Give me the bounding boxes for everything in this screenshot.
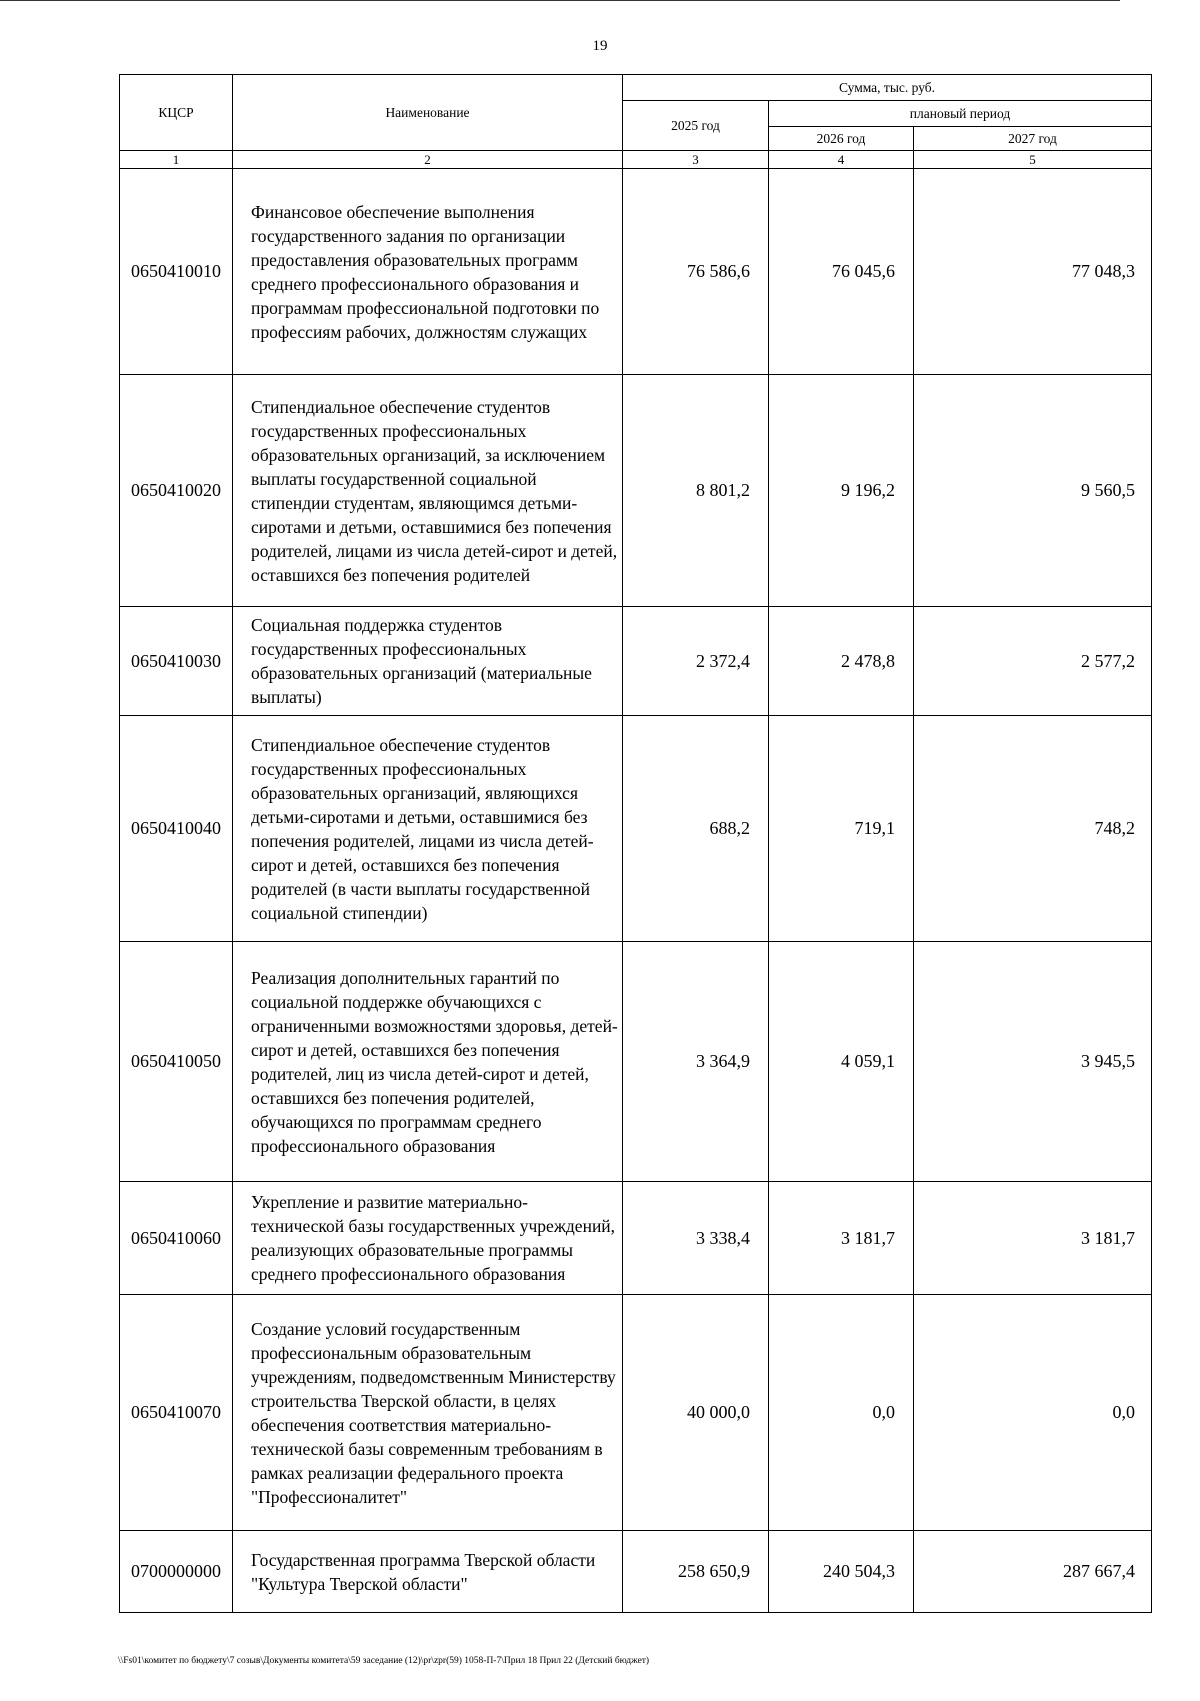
row-name: Создание условий государственным профессиональным образовательным учреждениям, подведомственным Министерству строительства Тверской области, в целях обеспечения соответствия материально-технической базы современным требованиям в рамках реализации федерального проекта "Профессионалитет" [233, 1295, 623, 1531]
row-value-2027: 77 048,3 [914, 169, 1152, 375]
row-value-2026: 76 045,6 [769, 169, 914, 375]
row-value-2027: 748,2 [914, 716, 1152, 942]
row-value-2027: 0,0 [914, 1295, 1152, 1531]
row-code: 0650410020 [120, 375, 233, 607]
col-number-4: 4 [769, 151, 914, 169]
row-value-2025: 40 000,0 [623, 1295, 769, 1531]
row-name: Стипендиальное обеспечение студентов государственных профессиональных образовательных организаций, являющихся детьми-сиротами и детьми, оставшимися без попечения родителей, лицами из числа детей-сирот и детей, оставшихся без попечения родителей (в части выплаты государственной социальной стипендии) [233, 716, 623, 942]
row-name: Социальная поддержка студентов государственных профессиональных образовательных организаций (материальные выплаты) [233, 607, 623, 716]
row-value-2026: 3 181,7 [769, 1182, 914, 1295]
row-value-2025: 76 586,6 [623, 169, 769, 375]
header-sum: Сумма, тыс. руб. [623, 75, 1152, 101]
row-value-2026: 719,1 [769, 716, 914, 942]
row-value-2027: 9 560,5 [914, 375, 1152, 607]
row-value-2027: 3 181,7 [914, 1182, 1152, 1295]
row-value-2027: 287 667,4 [914, 1531, 1152, 1613]
table-row [120, 1295, 1152, 1531]
row-name: Финансовое обеспечение выполнения государственного задания по организации предоставления образовательных программ среднего профессионального образования и программам профессиональной подготовки по профессиям рабочих, должностям служащих [233, 169, 623, 375]
table-row [120, 607, 1152, 716]
table-row [120, 716, 1152, 942]
row-name: Стипендиальное обеспечение студентов государственных профессиональных образовательных организаций, за исключением выплаты государственной социальной стипендии студентам, являющимся детьми-сиротами и детьми, оставшимися без попечения родителей, лицами из числа детей-сирот и детей, оставшихся без попечения родителей [233, 375, 623, 607]
header-code: КЦСР [120, 75, 233, 151]
table-row [120, 942, 1152, 1182]
col-number-3: 3 [623, 151, 769, 169]
row-code: 0700000000 [120, 1531, 233, 1613]
col-number-2: 2 [233, 151, 623, 169]
row-code: 0650410010 [120, 169, 233, 375]
row-value-2025: 258 650,9 [623, 1531, 769, 1613]
row-value-2025: 2 372,4 [623, 607, 769, 716]
header-year-2025: 2025 год [623, 101, 769, 151]
header-year-2027: 2027 год [914, 127, 1152, 151]
row-code: 0650410040 [120, 716, 233, 942]
row-value-2026: 240 504,3 [769, 1531, 914, 1613]
row-code: 0650410030 [120, 607, 233, 716]
row-code: 0650410050 [120, 942, 233, 1182]
header-name: Наименование [233, 75, 623, 151]
row-value-2026: 2 478,8 [769, 607, 914, 716]
scan-edge-line [0, 0, 1120, 1]
col-number-5: 5 [914, 151, 1152, 169]
page-number: 19 [592, 38, 608, 54]
row-value-2027: 2 577,2 [914, 607, 1152, 716]
row-value-2025: 3 338,4 [623, 1182, 769, 1295]
row-value-2026: 9 196,2 [769, 375, 914, 607]
row-code: 0650410070 [120, 1295, 233, 1531]
row-name: Укрепление и развитие материально-технической базы государственных учреждений, реализующих образовательные программы среднего профессионального образования [233, 1182, 623, 1295]
header-year-2026: 2026 год [769, 127, 914, 151]
row-value-2026: 4 059,1 [769, 942, 914, 1182]
row-name: Государственная программа Тверской области "Культура Тверской области" [233, 1531, 623, 1613]
row-value-2027: 3 945,5 [914, 942, 1152, 1182]
table-row [120, 169, 1152, 375]
header-planned-period: плановый период [769, 101, 1152, 127]
row-value-2025: 688,2 [623, 716, 769, 942]
col-number-1: 1 [120, 151, 233, 169]
row-name: Реализация дополнительных гарантий по социальной поддержке обучающихся с ограниченными возможностями здоровья, детей-сирот и детей, оставшихся без попечения родителей, лиц из числа детей-сирот и детей, оставшихся без попечения родителей, обучающихся по программам среднего профессионального образования [233, 942, 623, 1182]
row-value-2026: 0,0 [769, 1295, 914, 1531]
table-row [120, 375, 1152, 607]
table-row-total [120, 1531, 1152, 1613]
row-code: 0650410060 [120, 1182, 233, 1295]
footer-file-path: \\Fs01\комитет по бюджету\7 созыв\Документы комитета\59 заседание (12)\pr\zpr(59) 1058-П-7\Прил 18 Прил 22 (Детский бюджет) [118, 1656, 650, 1666]
row-value-2025: 3 364,9 [623, 942, 769, 1182]
budget-table [119, 74, 1152, 1613]
table-row [120, 1182, 1152, 1295]
row-value-2025: 8 801,2 [623, 375, 769, 607]
